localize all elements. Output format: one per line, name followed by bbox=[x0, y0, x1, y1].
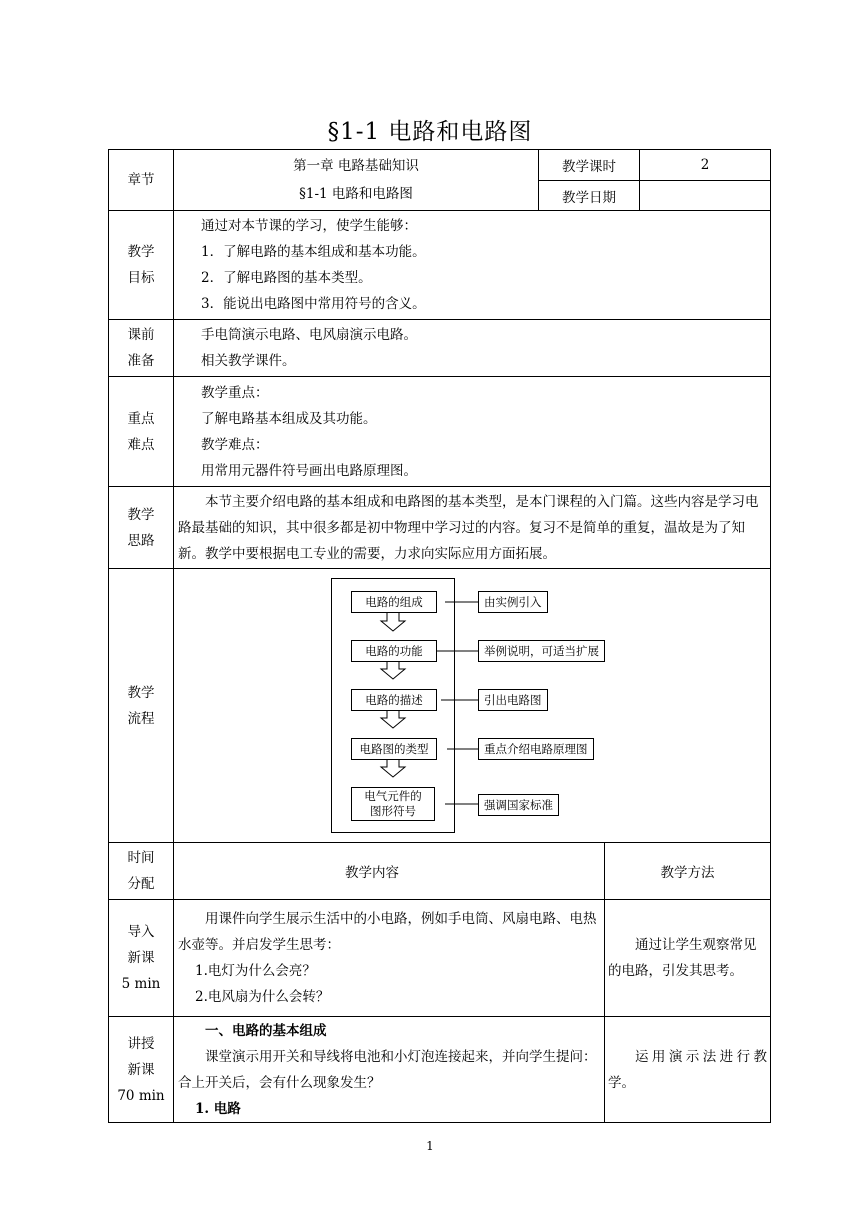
preparation-label-2: 准备 bbox=[127, 353, 155, 369]
flow-note: 重点介绍电路原理图 bbox=[478, 738, 594, 760]
flow-label bbox=[109, 569, 174, 843]
time-header-2: 分配 bbox=[127, 876, 155, 892]
flow-cell bbox=[174, 569, 771, 843]
objectives-label-2: 目标 bbox=[127, 270, 155, 286]
preparation-line: 相关教学课件。 bbox=[201, 353, 296, 369]
time-header bbox=[109, 843, 174, 900]
flowchart-connectors bbox=[174, 569, 770, 842]
method-header: 教学方法 bbox=[605, 843, 771, 900]
keypoints-line: 教学难点： bbox=[201, 436, 269, 453]
intro-content bbox=[174, 900, 605, 1017]
flow-note: 引出电路图 bbox=[478, 689, 548, 711]
lecture-method: 运用演示法进行教学。 bbox=[605, 1017, 771, 1123]
intro-line: 用课件向学生展示生活中的小电路，例如手电筒、风扇电路、电热水壶等。并启发学生思考： bbox=[178, 911, 597, 953]
keypoints-content bbox=[174, 377, 771, 487]
chapter-line-2: §1-1 电路和电路图 bbox=[299, 186, 413, 202]
flow-step: 电路的功能 bbox=[351, 640, 437, 662]
intro-label-2: 新课 bbox=[127, 950, 155, 966]
content-header: 教学内容 bbox=[174, 843, 605, 900]
keypoints-line: 用常用元器件符号画出电路原理图。 bbox=[201, 462, 417, 479]
objectives-label-1: 教学 bbox=[127, 244, 155, 260]
thinking-label bbox=[109, 487, 174, 569]
intro-label bbox=[109, 900, 174, 1017]
lecture-label-3: 70 min bbox=[117, 1087, 165, 1104]
flow-note: 由实例引入 bbox=[478, 591, 548, 613]
intro-label-1: 导入 bbox=[127, 924, 155, 940]
thinking-content: 本节主要介绍电路的基本组成和电路图的基本类型，是本门课程的入门篇。这些内容是学习电路最基础的知识，其中很多都是初中物理中学习过的内容。复习不是简单的重复，温故是为了知新。教学中要根据电工专业的需要，力求向实际应用方面拓展。 bbox=[174, 487, 771, 569]
objectives-content bbox=[174, 211, 771, 320]
page-title: §1-1 电路和电路图 bbox=[327, 119, 533, 145]
lecture-label bbox=[109, 1017, 174, 1123]
preparation-line: 手电筒演示电路、电风扇演示电路。 bbox=[201, 327, 417, 343]
preparation-content bbox=[174, 320, 771, 377]
flow-step: 电路的组成 bbox=[351, 591, 437, 613]
keypoints-label-1: 重点 bbox=[127, 410, 155, 427]
down-arrow-icon bbox=[381, 758, 405, 777]
flow-step: 电气元件的图形符号 bbox=[351, 787, 435, 821]
keypoints-line: 了解电路基本组成及其功能。 bbox=[201, 410, 377, 427]
flow-label-2: 流程 bbox=[127, 710, 155, 727]
intro-method: 通过让学生观察常见的电路，引发其思考。 bbox=[605, 900, 771, 1017]
objectives-line: 1．了解电路的基本组成和基本功能。 bbox=[201, 244, 426, 260]
time-header-1: 时间 bbox=[127, 850, 155, 866]
date-value bbox=[640, 181, 771, 211]
chapter-label: 章节 bbox=[109, 150, 174, 211]
objectives-line: 通过对本节课的学习，使学生能够： bbox=[201, 218, 417, 234]
down-arrow-icon bbox=[381, 660, 405, 679]
lecture-text: 课堂演示用开关和导线将电池和小灯泡连接起来，并向学生提问：合上开关后，会有什么现象发生？ bbox=[178, 1049, 597, 1091]
lesson-plan-table bbox=[108, 149, 771, 1123]
lecture-subheading: 1. 电路 bbox=[195, 1101, 241, 1117]
preparation-label bbox=[109, 320, 174, 377]
thinking-label-2: 思路 bbox=[127, 532, 155, 549]
keypoints-label bbox=[109, 377, 174, 487]
flow-step: 电路的描述 bbox=[351, 689, 437, 711]
keypoints-label-2: 难点 bbox=[127, 436, 155, 453]
lecture-label-2: 新课 bbox=[127, 1061, 155, 1078]
lecture-heading: 一、电路的基本组成 bbox=[205, 1023, 327, 1039]
keypoints-line: 教学重点： bbox=[201, 384, 269, 401]
lecture-content bbox=[174, 1017, 605, 1123]
date-label: 教学日期 bbox=[539, 181, 640, 211]
intro-line: 2.电风扇为什么会转？ bbox=[195, 989, 330, 1005]
thinking-label-1: 教学 bbox=[127, 506, 155, 523]
flow-note: 强调国家标准 bbox=[478, 794, 559, 816]
flow-label-1: 教学 bbox=[127, 684, 155, 701]
flowchart bbox=[174, 569, 770, 842]
objectives-label bbox=[109, 211, 174, 320]
intro-line: 1.电灯为什么会亮？ bbox=[195, 963, 316, 979]
hours-value: 2 bbox=[640, 150, 771, 181]
lecture-label-1: 讲授 bbox=[127, 1035, 155, 1052]
preparation-label-1: 课前 bbox=[127, 327, 155, 343]
down-arrow-icon bbox=[381, 612, 405, 631]
intro-label-3: 5 min bbox=[121, 976, 161, 992]
hours-label: 教学课时 bbox=[539, 150, 640, 181]
down-arrow-icon bbox=[381, 709, 405, 728]
chapter-line-1: 第一章 电路基础知识 bbox=[293, 158, 419, 174]
flow-step: 电路图的类型 bbox=[351, 738, 437, 760]
objectives-line: 3．能说出电路图中常用符号的含义。 bbox=[201, 296, 426, 312]
flow-note: 举例说明，可适当扩展 bbox=[478, 640, 605, 662]
chapter-cell bbox=[174, 150, 539, 211]
page-number: 1 bbox=[426, 1139, 434, 1153]
objectives-line: 2．了解电路图的基本类型。 bbox=[201, 270, 372, 286]
